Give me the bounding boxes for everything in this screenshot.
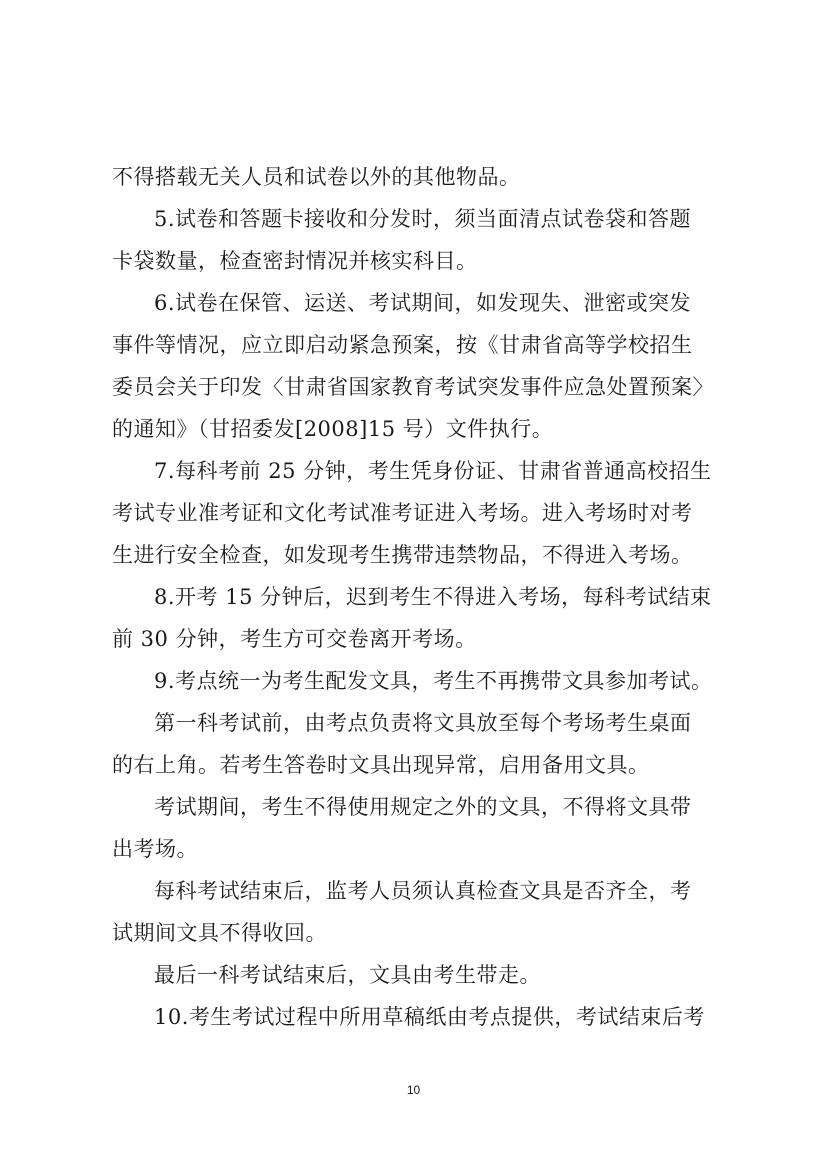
text-line: 8.开考 15 分钟后，迟到考生不得进入考场，每科考试结束 (154, 585, 712, 609)
body-text (112, 156, 718, 1038)
text-line: 6.试卷在保管、运送、考试期间，如发现失、泄密或突发 (154, 291, 692, 315)
text-line: 10.考生考试过程中所用草稿纸由考点提供，考试结束后考 (154, 1005, 705, 1029)
text-line: 生进行安全检查，如发现考生携带违禁物品，不得进入考场。 (112, 543, 693, 567)
text-line: 5.试卷和答题卡接收和分发时，须当面清点试卷袋和答题 (154, 207, 692, 231)
text-line: 考试期间，考生不得使用规定之外的文具，不得将文具带 (154, 795, 692, 819)
text-line: 的右上角。若考生答卷时文具出现异常，启用备用文具。 (112, 753, 650, 777)
text-line: 出考场。 (112, 837, 198, 861)
text-line: 的通知》（甘招委发[2008]15 号）文件执行。 (112, 417, 554, 441)
text-line: 7.每科考前 25 分钟，考生凭身份证、甘肃省普通高校招生 (154, 459, 712, 483)
text-line: 不得搭载无关人员和试卷以外的其他物品。 (112, 165, 521, 189)
text-line: 委员会关于印发〈甘肃省国家教育考试突发事件应急处置预案〉 (112, 375, 714, 399)
page-number: 10 (406, 1083, 421, 1097)
text-line: 最后一科考试结束后，文具由考生带走。 (154, 963, 541, 987)
text-line: 每科考试结束后，监考人员须认真检查文具是否齐全，考 (154, 879, 692, 903)
text-line: 试期间文具不得收回。 (112, 921, 327, 945)
text-line: 事件等情况，应立即启动紧急预案，按《甘肃省高等学校招生 (112, 333, 693, 357)
text-line: 考试专业准考证和文化考试准考证进入考场。进入考场时对考 (112, 501, 693, 525)
text-line: 前 30 分钟，考生方可交卷离开考场。 (112, 627, 477, 651)
text-line: 第一科考试前，由考点负责将文具放至每个考场考生桌面 (154, 711, 692, 735)
text-line: 9.考点统一为考生配发文具，考生不再携带文具参加考试。 (154, 669, 713, 693)
text-line: 卡袋数量，检查密封情况并核实科目。 (112, 249, 478, 273)
